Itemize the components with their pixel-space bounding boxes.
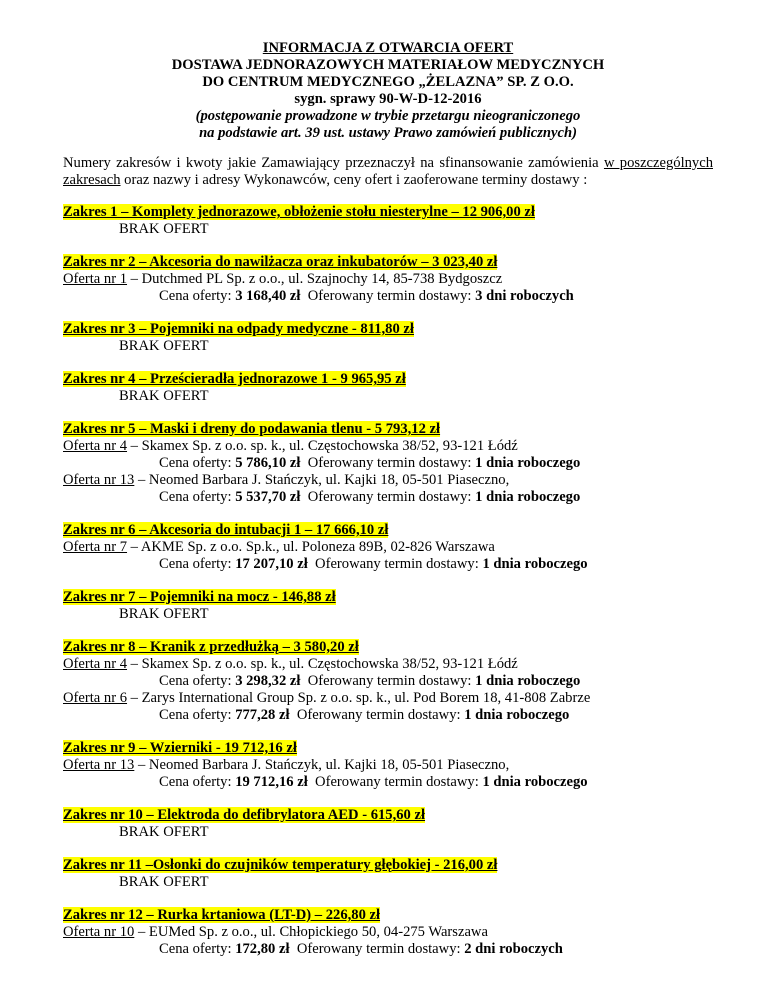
offer-number: Oferta nr 13 bbox=[63, 472, 135, 488]
section-title: Zakres nr 10 – Elektroda do defibrylatora AED - 615,60 zł bbox=[63, 807, 426, 823]
offer-number: Oferta nr 4 bbox=[63, 438, 128, 454]
offer-price: 19 712,16 zł bbox=[235, 774, 308, 790]
term-label: Oferowany termin dostawy: bbox=[307, 489, 476, 505]
document-page bbox=[63, 40, 713, 958]
offer-term: 1 dnia roboczego bbox=[482, 774, 588, 790]
section-title: Zakres nr 9 – Wzierniki - 19 712,16 zł bbox=[63, 740, 297, 756]
offer-number: Oferta nr 6 bbox=[63, 690, 128, 706]
section bbox=[63, 639, 713, 724]
offer-separator: – bbox=[134, 472, 149, 488]
section-title-line bbox=[63, 321, 713, 338]
section-title-line bbox=[63, 371, 713, 388]
offer-company: Dutchmed PL Sp. z o.o., ul. Szajnochy 14, 85-738 Bydgoszcz bbox=[141, 271, 503, 287]
offer-line bbox=[63, 924, 713, 941]
section bbox=[63, 907, 713, 958]
no-offers-label: BRAK OFERT bbox=[119, 824, 209, 840]
offer-number: Oferta nr 10 bbox=[63, 924, 135, 940]
offer-price-line bbox=[63, 673, 713, 690]
sections-list bbox=[63, 204, 713, 958]
header-line-6: na podstawie art. 39 ust. ustawy Prawo zamówień publicznych) bbox=[199, 125, 577, 141]
term-label: Oferowany termin dostawy: bbox=[307, 288, 476, 304]
offer-price: 777,28 zł bbox=[235, 707, 290, 723]
offer-price-line bbox=[63, 288, 713, 305]
price-label: Cena oferty: bbox=[159, 288, 236, 304]
section-title-line bbox=[63, 421, 713, 438]
offer-term: 1 dnia roboczego bbox=[475, 673, 581, 689]
no-offers-label: BRAK OFERT bbox=[119, 606, 209, 622]
offer-price-line bbox=[63, 941, 713, 958]
section-title: Zakres nr 8 – Kranik z przedłużką – 3 580,20 zł bbox=[63, 639, 359, 655]
term-label: Oferowany termin dostawy: bbox=[296, 707, 465, 723]
offer-price: 5 786,10 zł bbox=[235, 455, 301, 471]
offer-separator: – bbox=[134, 757, 149, 773]
section bbox=[63, 371, 713, 405]
price-label: Cena oferty: bbox=[159, 455, 236, 471]
no-offers-label: BRAK OFERT bbox=[119, 221, 209, 237]
document-header bbox=[63, 40, 713, 142]
offer-price-line bbox=[63, 774, 713, 791]
term-label: Oferowany termin dostawy: bbox=[296, 941, 465, 957]
offer-number: Oferta nr 1 bbox=[63, 271, 128, 287]
no-offers-label: BRAK OFERT bbox=[119, 338, 209, 354]
term-label: Oferowany termin dostawy: bbox=[315, 556, 483, 572]
section-title-line bbox=[63, 740, 713, 757]
offer-price-line bbox=[63, 556, 713, 573]
offer-number: Oferta nr 4 bbox=[63, 656, 128, 672]
section bbox=[63, 321, 713, 355]
offer-term: 2 dni roboczych bbox=[464, 941, 563, 957]
section bbox=[63, 254, 713, 305]
term-label: Oferowany termin dostawy: bbox=[307, 455, 476, 471]
no-offers-label: BRAK OFERT bbox=[119, 874, 209, 890]
offer-company: EUMed Sp. z o.o., ul. Chłopickiego 50, 04-275 Warszawa bbox=[148, 924, 488, 940]
offer-line bbox=[63, 438, 713, 455]
section bbox=[63, 740, 713, 791]
section bbox=[63, 421, 713, 506]
offer-price: 17 207,10 zł bbox=[235, 556, 308, 572]
section-title-line bbox=[63, 522, 713, 539]
offer-separator: – bbox=[134, 924, 149, 940]
term-label: Oferowany termin dostawy: bbox=[307, 673, 476, 689]
section-title: Zakres nr 5 – Maski i dreny do podawania tlenu - 5 793,12 zł bbox=[63, 421, 441, 437]
term-label: Oferowany termin dostawy: bbox=[315, 774, 483, 790]
offer-term: 3 dni roboczych bbox=[475, 288, 574, 304]
offer-term: 1 dnia roboczego bbox=[475, 489, 581, 505]
offer-line bbox=[63, 690, 713, 707]
section-title: Zakres nr 11 –Osłonki do czujników temperatury głębokiej - 216,00 zł bbox=[63, 857, 498, 873]
offer-separator: – bbox=[127, 690, 142, 706]
offer-line bbox=[63, 539, 713, 556]
header-line-1: INFORMACJA Z OTWARCIA OFERT bbox=[262, 40, 514, 56]
intro-part-3: oraz nazwy i adresy Wykonawców, ceny ofert i zaoferowane terminy dostawy : bbox=[120, 172, 588, 188]
offer-number: Oferta nr 7 bbox=[63, 539, 128, 555]
section-title: Zakres nr 12 – Rurka krtaniowa (LT-D) – 226,80 zł bbox=[63, 907, 381, 923]
section bbox=[63, 522, 713, 573]
offer-company: AKME Sp. z o.o. Sp.k., ul. Poloneza 89B, 02-826 Warszawa bbox=[140, 539, 495, 555]
price-label: Cena oferty: bbox=[159, 707, 236, 723]
header-line-2: DOSTAWA JEDNORAZOWYCH MATERIAŁOW MEDYCZNYCH bbox=[171, 57, 605, 73]
section-title: Zakres nr 6 – Akcesoria do intubacji 1 – 17 666,10 zł bbox=[63, 522, 389, 538]
header-line-5: (postępowanie prowadzone w trybie przetargu nieograniczonego bbox=[195, 108, 581, 124]
header-line-4: sygn. sprawy 90-W-D-12-2016 bbox=[294, 91, 482, 107]
price-label: Cena oferty: bbox=[159, 673, 236, 689]
section bbox=[63, 204, 713, 238]
section-title-line bbox=[63, 907, 713, 924]
offer-term: 1 dnia roboczego bbox=[464, 707, 570, 723]
price-label: Cena oferty: bbox=[159, 489, 236, 505]
offer-price: 3 168,40 zł bbox=[235, 288, 301, 304]
offer-price-line bbox=[63, 455, 713, 472]
offer-company: Neomed Barbara J. Stańczyk, ul. Kajki 18, 05-501 Piaseczno, bbox=[148, 757, 510, 773]
offer-company: Skamex Sp. z o.o. sp. k., ul. Częstochowska 38/52, 93-121 Łódź bbox=[141, 656, 518, 672]
price-label: Cena oferty: bbox=[159, 941, 236, 957]
section-title-line bbox=[63, 807, 713, 824]
section-title: Zakres nr 7 – Pojemniki na mocz - 146,88 zł bbox=[63, 589, 336, 605]
section-title: Zakres nr 3 – Pojemniki na odpady medyczne - 811,80 zł bbox=[63, 321, 414, 337]
offer-separator: – bbox=[127, 271, 142, 287]
offer-company: Neomed Barbara J. Stańczyk, ul. Kajki 18, 05-501 Piaseczno, bbox=[148, 472, 510, 488]
price-label: Cena oferty: bbox=[159, 556, 236, 572]
offer-line bbox=[63, 271, 713, 288]
section-title: Zakres nr 2 – Akcesoria do nawilżacza oraz inkubatorów – 3 023,40 zł bbox=[63, 254, 498, 270]
price-label: Cena oferty: bbox=[159, 774, 236, 790]
section-title: Zakres 1 – Komplety jednorazowe, obłożenie stołu niesterylne – 12 906,00 zł bbox=[63, 204, 535, 220]
offer-separator: – bbox=[127, 438, 142, 454]
offer-price: 172,80 zł bbox=[235, 941, 290, 957]
offer-line bbox=[63, 656, 713, 673]
offer-company: Skamex Sp. z o.o. sp. k., ul. Częstochowska 38/52, 93-121 Łódź bbox=[141, 438, 518, 454]
section-title-line bbox=[63, 254, 713, 271]
intro-part-2: w poszczególnych zakresach bbox=[63, 155, 713, 188]
offer-price-line bbox=[63, 707, 713, 724]
no-offers-label: BRAK OFERT bbox=[119, 388, 209, 404]
offer-price: 5 537,70 zł bbox=[235, 489, 301, 505]
offer-term: 1 dnia roboczego bbox=[475, 455, 581, 471]
offer-number: Oferta nr 13 bbox=[63, 757, 135, 773]
offer-line bbox=[63, 757, 713, 774]
section bbox=[63, 807, 713, 841]
offer-price: 3 298,32 zł bbox=[235, 673, 301, 689]
offer-price-line bbox=[63, 489, 713, 506]
section-title-line bbox=[63, 857, 713, 874]
section bbox=[63, 857, 713, 891]
section-title-line bbox=[63, 204, 713, 221]
header-line-3: DO CENTRUM MEDYCZNEGO „ŻELAZNA” SP. Z O.O. bbox=[202, 74, 574, 90]
offer-term: 1 dnia roboczego bbox=[482, 556, 588, 572]
section-title: Zakres nr 4 – Prześcieradła jednorazowe 1 - 9 965,95 zł bbox=[63, 371, 406, 387]
section-title-line bbox=[63, 589, 713, 606]
section-title-line bbox=[63, 639, 713, 656]
offer-separator: – bbox=[127, 656, 142, 672]
offer-separator: – bbox=[127, 539, 141, 555]
offer-line bbox=[63, 472, 713, 489]
intro-paragraph bbox=[63, 155, 713, 189]
offer-company: Zarys International Group Sp. z o.o. sp. k., ul. Pod Borem 18, 41-808 Zabrze bbox=[141, 690, 591, 706]
section bbox=[63, 589, 713, 623]
intro-part-1: Numery zakresów i kwoty jakie Zamawiający przeznaczył na sfinansowanie zamówienia bbox=[63, 155, 599, 171]
